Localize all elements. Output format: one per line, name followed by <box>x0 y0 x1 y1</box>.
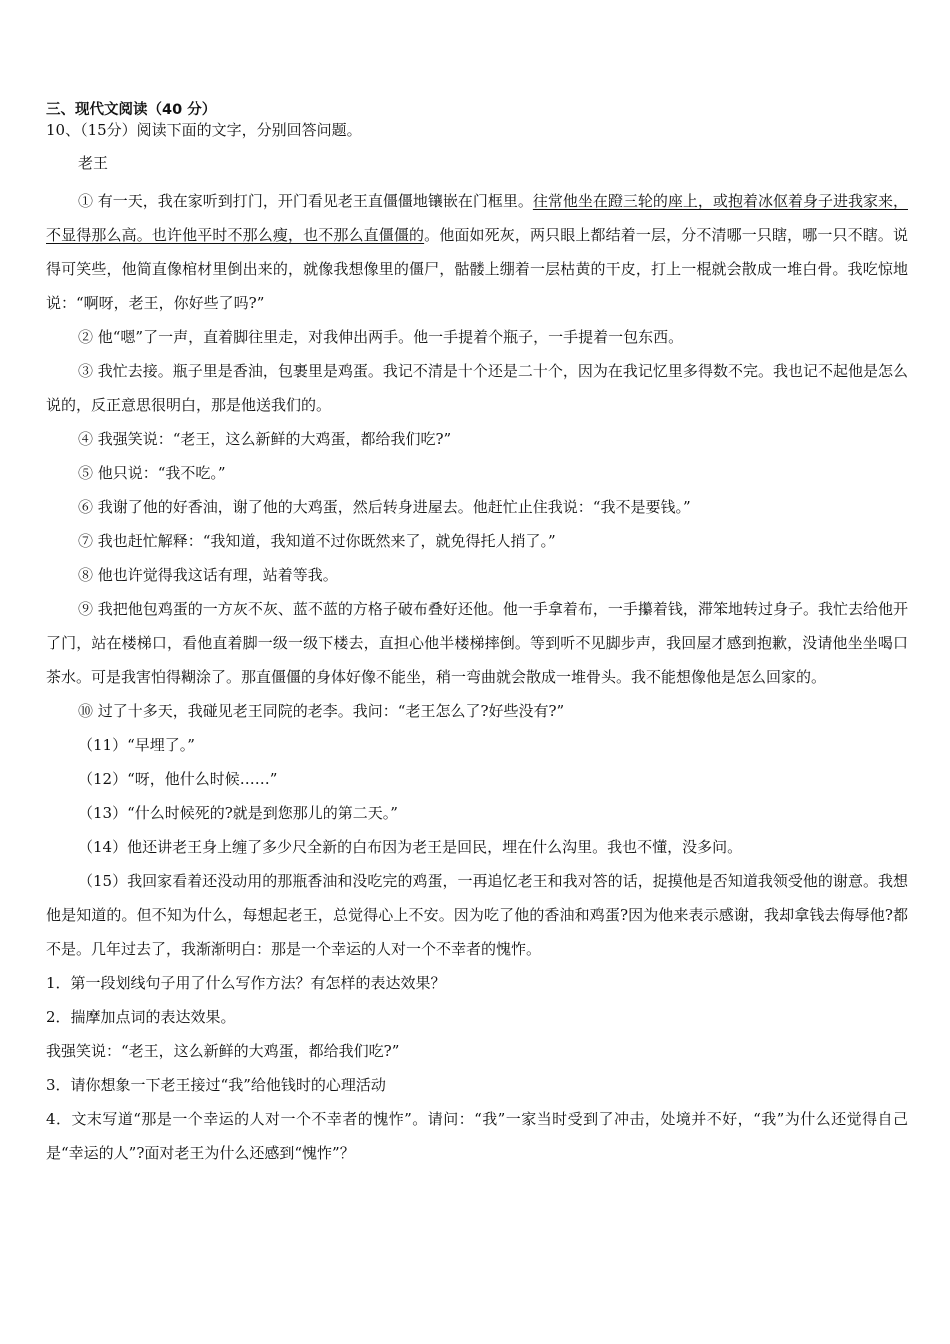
paragraph-6: ⑥ 我谢了他的好香油，谢了他的大鸡蛋，然后转身进屋去。他赶忙止住我说：“我不是要钱。” <box>78 498 691 516</box>
paragraph-1 <box>46 184 908 320</box>
paragraph-1-text-a: ① 有一天，我在家听到打门，开门看见老王直僵僵地镶嵌在门框里。 <box>78 192 533 210</box>
paragraph-13: （13）“什么时候死的?就是到您那儿的第二天。” <box>78 804 398 822</box>
paragraph-15: （15）我回家看着还没动用的那瓶香油和没吃完的鸡蛋，一再追忆老王和我对答的话，捉摸他是否知道我领受他的谢意。我想他是知道的。但不知为什么，每想起老王，总觉得心上不安。因为吃了他的香油和鸡蛋?因为他来表示感谢，我却拿钱去侮辱他?都不是。几年过去了，我渐渐明白：那是一个幸运的人对一个不幸者的愧怍。 <box>46 872 908 958</box>
section-heading: 三、现代文阅读（40 分） <box>46 102 217 118</box>
question-2-quote: 我强笑说：“老王，这么新鲜的大鸡蛋，都给我们吃?” <box>46 1042 400 1060</box>
paragraph-4: ④ 我强笑说：“老王，这么新鲜的大鸡蛋，都给我们吃?” <box>78 430 452 448</box>
question-3: 3．请你想象一下老王接过“我”给他钱时的心理活动 <box>46 1076 386 1094</box>
paragraph-8: ⑧ 他也许觉得我这话有理，站着等我。 <box>78 566 338 584</box>
article-title: 老王 <box>78 154 109 172</box>
paragraph-10: ⑩ 过了十多天，我碰见老王同院的老李。我问：“老王怎么了?好些没有?” <box>78 702 565 720</box>
paragraph-3: ③ 我忙去接。瓶子里是香油，包裹里是鸡蛋。我记不清是十个还是二十个，因为在我记忆里多得数不完。我也记不起他是怎么说的，反正意思很明白，那是他送我们的。 <box>46 362 908 414</box>
paragraph-2: ② 他“嗯”了一声，直着脚往里走，对我伸出两手。他一手提着个瓶子，一手提着一包东西。 <box>78 328 684 346</box>
question-2: 2．揣摩加点词的表达效果。 <box>46 1008 236 1026</box>
paragraph-11: （11）“早埋了。” <box>78 736 195 754</box>
paragraph-12: （12）“呀，他什么时候……” <box>78 770 278 788</box>
paragraph-9: ⑨ 我把他包鸡蛋的一方灰不灰、蓝不蓝的方格子破布叠好还他。他一手拿着布，一手攥着钱，滞笨地转过身子。我忙去给他开了门，站在楼梯口，看他直着脚一级一级下楼去，直担心他半楼梯摔倒。等到听不见脚步声，我回屋才感到抱歉，没请他坐坐喝口茶水。可是我害怕得糊涂了。那直僵僵的身体好像不能坐，稍一弯曲就会散成一堆骨头。我不能想像他是怎么回家的。 <box>46 600 908 686</box>
paragraph-1-text-b: 。他面如死灰，两只眼上都结着一层，分不清哪一只瞎，哪一只不瞎。说得可笑些，他简直像棺材里倒出来的，就像我想像里的僵尸，骷髅上绷着一层枯黄的干皮，打上一棍就会散成一堆白骨。我吃惊地说：“啊呀，老王，你好些了吗?” <box>46 226 908 312</box>
question-4: 4．文末写道“那是一个幸运的人对一个不幸者的愧怍”。请问：“我”一家当时受到了冲击，处境并不好，“我”为什么还觉得自己是“幸运的人”?面对老王为什么还感到“愧怍”？ <box>46 1110 908 1162</box>
paragraph-5: ⑤ 他只说：“我不吃。” <box>78 464 226 482</box>
paragraph-14: （14）他还讲老王身上缠了多少尺全新的白布因为老王是回民，埋在什么沟里。我也不懂，没多问。 <box>78 838 743 856</box>
document-page <box>46 100 908 1170</box>
paragraph-7: ⑦ 我也赶忙解释：“我知道，我知道不过你既然来了，就免得托人捎了。” <box>78 532 556 550</box>
question-intro: 10、（15分）阅读下面的文字，分别回答问题。 <box>46 121 362 139</box>
underlined-sentence: 往常他坐在蹬三轮的座上，或抱着冰伛着身子进我家来，不显得那么高。也许他平时不那么瘦，也不那么直僵僵的 <box>46 192 908 244</box>
question-1: 1．第一段划线句子用了什么写作方法？有怎样的表达效果？ <box>46 974 446 992</box>
